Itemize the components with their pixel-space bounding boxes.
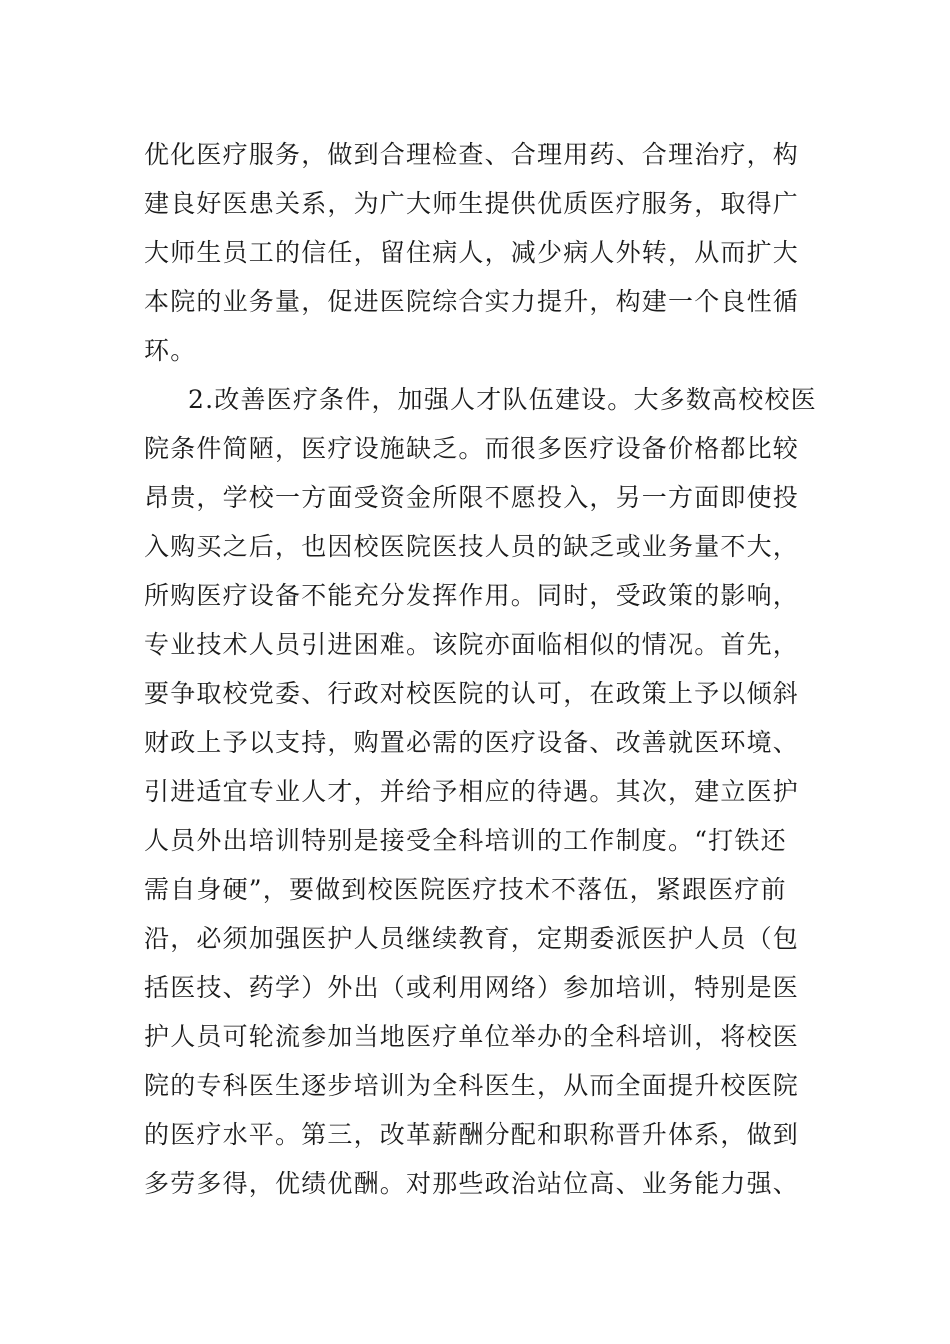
text-line: 财政上予以支持，购置必需的医疗设备、改善就医环境、 — [144, 728, 800, 757]
text-line: 括医技、药学）外出（或利用网络）参加培训，特别是医 — [144, 973, 800, 1002]
text-line: 环。 — [144, 336, 197, 365]
text-line: 要争取校党委、行政对校医院的认可，在政策上予以倾斜 — [144, 679, 800, 708]
text-line: 大师生员工的信任，留住病人，减少病人外转，从而扩大 — [144, 238, 800, 267]
text-line: 院条件简陋，医疗设施缺乏。而很多医疗设备价格都比较 — [144, 434, 800, 463]
body-text — [144, 130, 817, 1208]
text-line: 的医疗水平。第三，改革薪酬分配和职称晋升体系，做到 — [144, 1120, 800, 1149]
text-line: 多劳多得，优绩优酬。对那些政治站位高、业务能力强、 — [144, 1169, 800, 1198]
section-heading-line: 2.改善医疗条件，加强人才队伍建设。大多数高校校医 — [188, 385, 817, 414]
text-line: 所购医疗设备不能充分发挥作用。同时，受政策的影响， — [144, 581, 800, 610]
text-line: 昂贵，学校一方面受资金所限不愿投入，另一方面即使投 — [144, 483, 800, 512]
text-line: 需自身硬”，要做到校医院医疗技术不落伍，紧跟医疗前 — [144, 875, 787, 904]
text-line: 引进适宜专业人才，并给予相应的待遇。其次，建立医护 — [144, 777, 800, 806]
text-line: 优化医疗服务，做到合理检查、合理用药、合理治疗，构 — [144, 140, 800, 169]
text-line: 人员外出培训特别是接受全科培训的工作制度。“打铁还 — [144, 826, 787, 855]
text-line: 沿，必须加强医护人员继续教育，定期委派医护人员（包 — [144, 924, 800, 953]
text-line: 院的专科医生逐步培训为全科医生，从而全面提升校医院 — [144, 1071, 800, 1100]
text-line: 入购买之后，也因校医院医技人员的缺乏或业务量不大， — [144, 532, 800, 561]
text-line: 护人员可轮流参加当地医疗单位举办的全科培训，将校医 — [144, 1022, 800, 1051]
text-line: 本院的业务量，促进医院综合实力提升，构建一个良性循 — [144, 287, 800, 316]
text-line: 专业技术人员引进困难。该院亦面临相似的情况。首先， — [144, 630, 800, 659]
text-line: 建良好医患关系，为广大师生提供优质医疗服务，取得广 — [144, 189, 800, 218]
